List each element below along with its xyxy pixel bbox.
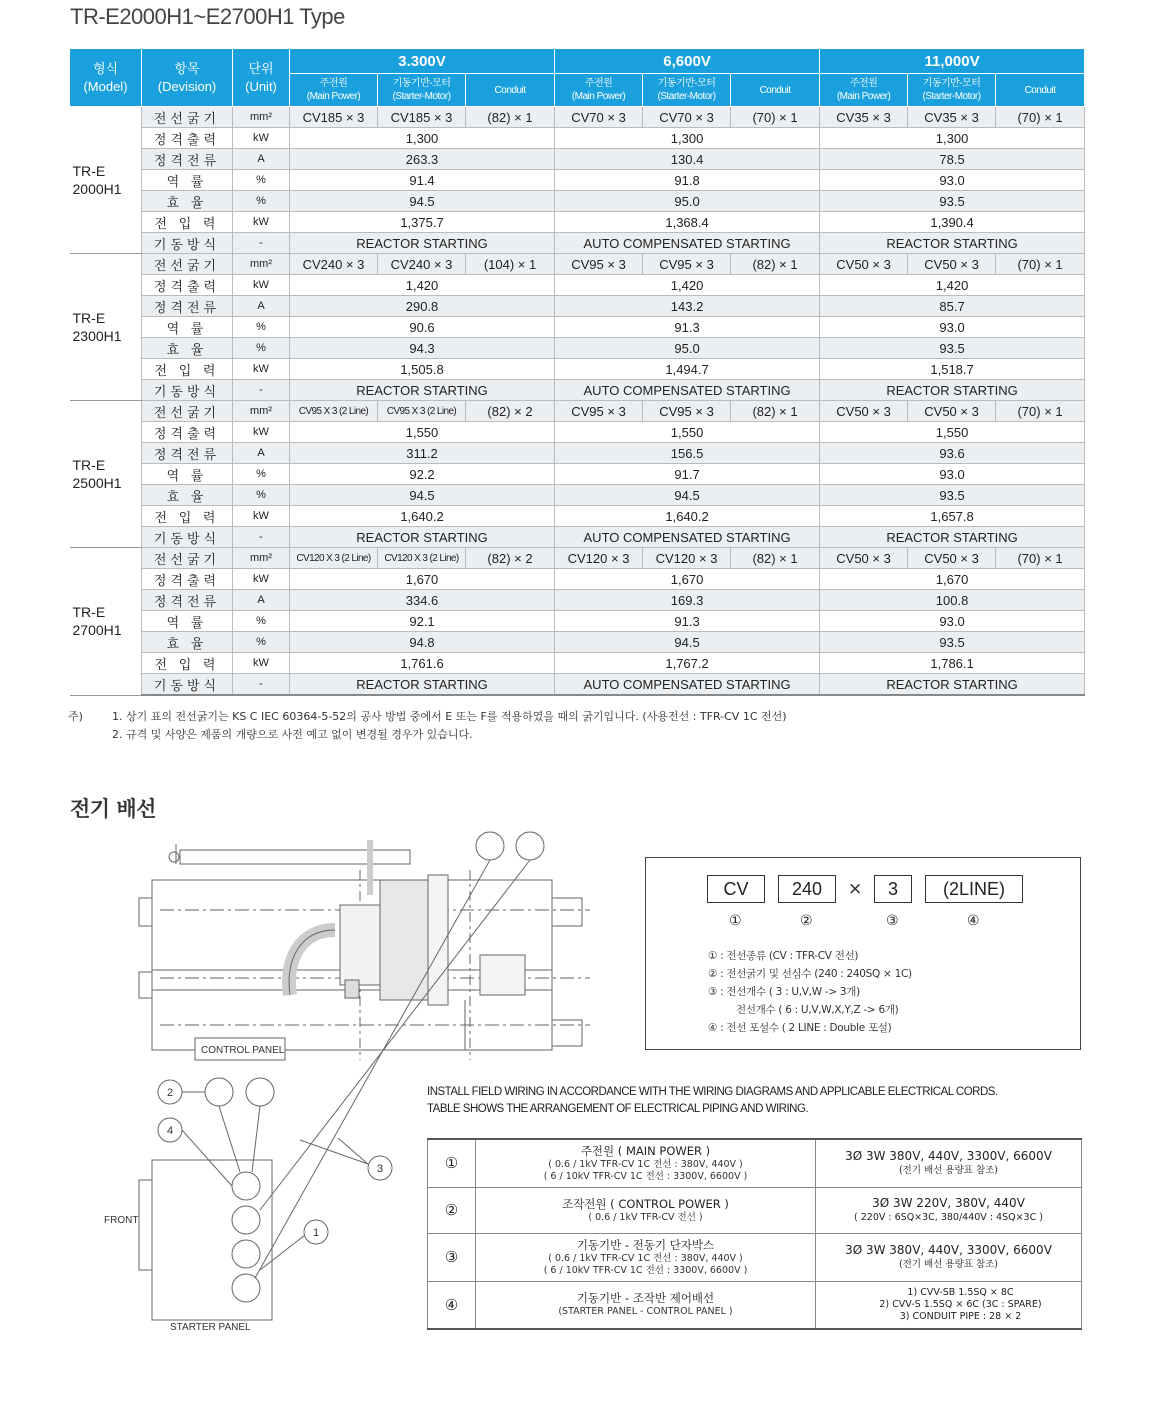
- item-label: 기동방식: [142, 233, 233, 254]
- item-label: 정격출력: [142, 128, 233, 149]
- callout-label: 3: [376, 1163, 384, 1175]
- table-row: [70, 107, 1085, 128]
- value-cell: 1,550: [555, 422, 820, 443]
- cable-cell: (104) × 1: [466, 254, 555, 275]
- table-row: [70, 422, 1085, 443]
- value-cell: 1,786.1: [820, 653, 1085, 674]
- value-cell: 95.0: [555, 191, 820, 212]
- unit-label: kW: [233, 212, 290, 233]
- value-cell: 94.8: [290, 632, 555, 653]
- item-label: 전선굵기: [142, 548, 233, 569]
- value-cell: 93.0: [820, 464, 1085, 485]
- install-line: TABLE SHOWS THE ARRANGEMENT OF ELECTRICAL PIPING AND WIRING.: [427, 1103, 809, 1115]
- table-row: [70, 674, 1085, 696]
- table-row: [70, 296, 1085, 317]
- legend-num: ④: [967, 913, 980, 929]
- wiring-row-title: 기동기반 - 전동기 단자박스: [576, 1237, 715, 1252]
- table-row: [70, 359, 1085, 380]
- install-note: [427, 1084, 998, 1118]
- cable-cell: (82) × 1: [466, 107, 555, 128]
- table-row: [70, 569, 1085, 590]
- unit-label: kW: [233, 506, 290, 527]
- value-cell: 91.3: [555, 317, 820, 338]
- legend-line: ③ : 전선개수 ( 3 : U,V,W -> 3개): [708, 986, 860, 998]
- table-row: [70, 443, 1085, 464]
- cable-cell: (70) × 1: [996, 548, 1085, 569]
- header-sub: 주전원 (Main Power): [820, 74, 908, 107]
- wiring-row-sub: ( 0.6 / 1kV TFR-CV 1C 전선 : 380V, 440V ): [548, 1252, 743, 1264]
- value-cell: 95.0: [555, 338, 820, 359]
- unit-label: mm²: [233, 107, 290, 128]
- cable-cell: (70) × 1: [731, 107, 820, 128]
- value-cell: 1,767.2: [555, 653, 820, 674]
- terminal-box: [480, 955, 525, 995]
- cable-cell: CV95 X 3 (2 Line): [290, 401, 378, 422]
- cable-cell: CV70 × 3: [643, 107, 731, 128]
- wiring-row-no: ④: [428, 1281, 476, 1329]
- callout-circle: [246, 1078, 274, 1106]
- item-label: 효 율: [142, 338, 233, 359]
- value-cell: 156.5: [555, 443, 820, 464]
- callout-label: 2: [166, 1087, 174, 1099]
- legend-box-type: CV: [707, 875, 765, 903]
- callout-circle: [205, 1078, 233, 1106]
- legend-line: ① : 전선종류 (CV : TFR-CV 전선): [708, 950, 859, 962]
- value-cell: 93.5: [820, 338, 1085, 359]
- value-cell: 1,300: [555, 128, 820, 149]
- value-cell: 1,640.2: [555, 506, 820, 527]
- value-cell: 311.2: [290, 443, 555, 464]
- legend-num: ①: [729, 913, 742, 929]
- value-cell: 1,550: [290, 422, 555, 443]
- unit-label: mm²: [233, 254, 290, 275]
- legend-num: ②: [800, 913, 813, 929]
- spec-table: [69, 48, 1085, 696]
- value-cell: 1,494.7: [555, 359, 820, 380]
- cable-cell: CV50 × 3: [908, 254, 996, 275]
- unit-label: kW: [233, 275, 290, 296]
- item-label: 전선굵기: [142, 401, 233, 422]
- item-label: 전 입 력: [142, 212, 233, 233]
- value-cell: 93.0: [820, 317, 1085, 338]
- unit-label: kW: [233, 359, 290, 380]
- value-cell: 93.5: [820, 485, 1085, 506]
- table-row: [70, 254, 1085, 275]
- control-panel-label: CONTROL PANEL: [201, 1045, 285, 1056]
- header-conduit: Conduit: [466, 74, 555, 107]
- value-cell: 85.7: [820, 296, 1085, 317]
- value-cell: 334.6: [290, 590, 555, 611]
- unit-label: %: [233, 338, 290, 359]
- cable-cell: CV50 × 3: [908, 401, 996, 422]
- value-cell: 93.0: [820, 170, 1085, 191]
- unit-label: A: [233, 149, 290, 170]
- cable-cell: CV50 × 3: [820, 254, 908, 275]
- wiring-row-no: ②: [428, 1187, 476, 1233]
- unit-label: kW: [233, 569, 290, 590]
- item-label: 정격전류: [142, 443, 233, 464]
- table-row: [70, 191, 1085, 212]
- table-row: [70, 485, 1085, 506]
- model-name: TR-E 2500H1: [70, 401, 142, 548]
- value-cell: 1,368.4: [555, 212, 820, 233]
- value-cell: 130.4: [555, 149, 820, 170]
- value-cell: 93.5: [820, 191, 1085, 212]
- wiring-row-title: 기동기반 - 조작반 제어배선: [576, 1291, 715, 1306]
- value-cell: 1,300: [820, 128, 1085, 149]
- item-label: 정격전류: [142, 590, 233, 611]
- item-label: 효 율: [142, 485, 233, 506]
- unit-label: %: [233, 191, 290, 212]
- header-sub: 주전원 (Main Power): [290, 74, 378, 107]
- header-sub: 기동기반-모터 (Starter-Motor): [908, 74, 996, 107]
- value-cell: AUTO COMPENSATED STARTING: [555, 674, 820, 696]
- value-cell: 1,390.4: [820, 212, 1085, 233]
- value-cell: 1,670: [290, 569, 555, 590]
- wiring-row: [428, 1233, 1082, 1281]
- legend-box-size: 240: [778, 875, 836, 903]
- value-cell: 169.3: [555, 590, 820, 611]
- value-cell: REACTOR STARTING: [290, 233, 555, 254]
- model-name: TR-E 2000H1: [70, 107, 142, 254]
- value-cell: REACTOR STARTING: [820, 527, 1085, 548]
- unit-label: kW: [233, 422, 290, 443]
- unit-label: mm²: [233, 548, 290, 569]
- item-label: 정격출력: [142, 422, 233, 443]
- item-label: 전 입 력: [142, 653, 233, 674]
- wiring-row-sub: (STARTER PANEL - CONTROL PANEL ): [558, 1306, 733, 1318]
- page-title: TR-E2000H1~E2700H1 Type: [70, 4, 345, 29]
- wiring-row-sub: ( 6 / 10kV TFR-CV 1C 전선 : 3300V, 6600V ): [543, 1264, 748, 1276]
- starter-panel-label: STARTER PANEL: [170, 1322, 251, 1333]
- value-cell: 78.5: [820, 149, 1085, 170]
- value-cell: REACTOR STARTING: [290, 674, 555, 696]
- wiring-list-item: 1) CVV-SB 1.5SQ × 8C: [907, 1286, 1014, 1298]
- wiring-row-spec-sub: (전기 배선 용량표 참조): [898, 1165, 999, 1177]
- unit-label: A: [233, 590, 290, 611]
- value-cell: 94.3: [290, 338, 555, 359]
- unit-label: kW: [233, 128, 290, 149]
- cable-cell: CV70 × 3: [555, 107, 643, 128]
- table-row: [70, 275, 1085, 296]
- legend-times: ×: [848, 879, 863, 899]
- value-cell: 1,657.8: [820, 506, 1085, 527]
- value-cell: 1,375.7: [290, 212, 555, 233]
- wiring-row-spec-sub: ( 220V : 6SQ×3C, 380/440V : 4SQ×3C ): [854, 1212, 1043, 1223]
- table-row: [70, 212, 1085, 233]
- wiring-row: [428, 1139, 1082, 1187]
- cable-cell: CV50 × 3: [820, 401, 908, 422]
- table-row: [70, 317, 1085, 338]
- unit-label: %: [233, 464, 290, 485]
- header-conduit: Conduit: [731, 74, 820, 107]
- cable-cell: CV95 × 3: [643, 401, 731, 422]
- cable-cell: (70) × 1: [996, 254, 1085, 275]
- item-label: 역 률: [142, 464, 233, 485]
- table-row: [70, 338, 1085, 359]
- item-label: 효 율: [142, 632, 233, 653]
- table-row: [70, 170, 1085, 191]
- value-cell: AUTO COMPENSATED STARTING: [555, 527, 820, 548]
- value-cell: 143.2: [555, 296, 820, 317]
- wiring-row-sub: ( 6 / 10kV TFR-CV 1C 전선 : 3300V, 6600V ): [543, 1170, 748, 1182]
- item-label: 역 률: [142, 317, 233, 338]
- value-cell: 91.4: [290, 170, 555, 191]
- cable-cell: CV95 × 3: [555, 254, 643, 275]
- item-label: 기동방식: [142, 527, 233, 548]
- legend-box-count: 3: [874, 875, 912, 903]
- header-voltage: 6,600V: [555, 49, 820, 74]
- value-cell: 93.5: [820, 632, 1085, 653]
- legend-box-lines: (2LINE): [925, 875, 1023, 903]
- cable-cell: CV120 × 3: [643, 548, 731, 569]
- cable-cell: (82) × 1: [731, 401, 820, 422]
- item-label: 역 률: [142, 611, 233, 632]
- item-label: 전선굵기: [142, 107, 233, 128]
- wiring-row-title: 조작전원 ( CONTROL POWER ): [562, 1196, 729, 1211]
- wiring-row-spec: 3Ø 3W 380V, 440V, 3300V, 6600V: [845, 1149, 1052, 1164]
- unit-label: %: [233, 317, 290, 338]
- note-item: 2. 규격 및 사양은 제품의 개량으로 사전 예고 없이 변경될 경우가 있습니다.: [112, 728, 473, 741]
- value-cell: 92.2: [290, 464, 555, 485]
- wiring-row-spec: 3Ø 3W 220V, 380V, 440V: [872, 1196, 1025, 1210]
- cable-cell: CV120 X 3 (2 Line): [290, 548, 378, 569]
- cable-cell: (82) × 2: [466, 548, 555, 569]
- value-cell: 94.5: [290, 191, 555, 212]
- value-cell: 94.5: [555, 632, 820, 653]
- note-item: 1. 상기 표의 전선굵기는 KS C IEC 60364-5-52의 공사 방법 중에서 E 또는 F를 적용하였을 때의 굵기입니다. (사용전선 : TFR-CV 1C 전선): [112, 710, 787, 723]
- starter-panel-box: [152, 1160, 272, 1320]
- value-cell: 90.6: [290, 317, 555, 338]
- legend-line: ④ : 전선 포설수 ( 2 LINE : Double 포설): [708, 1022, 892, 1034]
- value-cell: REACTOR STARTING: [820, 380, 1085, 401]
- value-cell: AUTO COMPENSATED STARTING: [555, 233, 820, 254]
- table-row: [70, 506, 1085, 527]
- cable-cell: CV50 × 3: [908, 548, 996, 569]
- table-row: [70, 548, 1085, 569]
- table-row: [70, 590, 1085, 611]
- legend-num: ③: [886, 913, 899, 929]
- header-unit: 단위 (Unit): [233, 49, 290, 107]
- table-row: [70, 653, 1085, 674]
- unit-label: -: [233, 380, 290, 401]
- header-sub: 기동기반-모터 (Starter-Motor): [378, 74, 466, 107]
- cable-cell: CV240 × 3: [290, 254, 378, 275]
- cable-cell: CV120 X 3 (2 Line): [378, 548, 466, 569]
- value-cell: 1,300: [290, 128, 555, 149]
- cable-cell: CV95 X 3 (2 Line): [378, 401, 466, 422]
- value-cell: 91.7: [555, 464, 820, 485]
- table-row: [70, 128, 1085, 149]
- cable-cell: CV50 × 3: [820, 548, 908, 569]
- unit-label: -: [233, 674, 290, 696]
- value-cell: 1,420: [820, 275, 1085, 296]
- wiring-row: [428, 1281, 1082, 1329]
- cable-cell: CV35 × 3: [908, 107, 996, 128]
- unit-label: -: [233, 527, 290, 548]
- cable-cell: (70) × 1: [996, 401, 1085, 422]
- unit-label: -: [233, 233, 290, 254]
- table-row: [70, 233, 1085, 254]
- cable-cell: CV240 × 3: [378, 254, 466, 275]
- cable-cell: CV185 × 3: [290, 107, 378, 128]
- unit-label: mm²: [233, 401, 290, 422]
- header-sub: 주전원 (Main Power): [555, 74, 643, 107]
- callout-circle: [516, 832, 544, 860]
- unit-label: A: [233, 296, 290, 317]
- item-label: 전 입 력: [142, 506, 233, 527]
- value-cell: 1,550: [820, 422, 1085, 443]
- value-cell: 1,640.2: [290, 506, 555, 527]
- value-cell: 290.8: [290, 296, 555, 317]
- value-cell: REACTOR STARTING: [290, 380, 555, 401]
- model-name: TR-E 2300H1: [70, 254, 142, 401]
- item-label: 역 률: [142, 170, 233, 191]
- notes-label: 주): [68, 710, 83, 723]
- wiring-row-spec-sub: (전기 배선 용량표 참조): [898, 1259, 999, 1270]
- cable-cell: (82) × 1: [731, 254, 820, 275]
- value-cell: 100.8: [820, 590, 1085, 611]
- item-label: 전 입 력: [142, 359, 233, 380]
- table-row: [70, 527, 1085, 548]
- item-label: 기동방식: [142, 380, 233, 401]
- item-label: 정격전류: [142, 149, 233, 170]
- header-sub: 기동기반-모터 (Starter-Motor): [643, 74, 731, 107]
- cable-cell: CV35 × 3: [820, 107, 908, 128]
- unit-label: %: [233, 611, 290, 632]
- table-row: [70, 401, 1085, 422]
- wiring-row-spec: 3Ø 3W 380V, 440V, 3300V, 6600V: [845, 1243, 1052, 1257]
- cable-cell: CV95 × 3: [643, 254, 731, 275]
- header-item: 항목 (Devision): [142, 49, 233, 107]
- wiring-row-no: ①: [428, 1139, 476, 1187]
- cable-cell: (82) × 2: [466, 401, 555, 422]
- wiring-row: [428, 1187, 1082, 1233]
- value-cell: REACTOR STARTING: [290, 527, 555, 548]
- table-row: [70, 611, 1085, 632]
- model-name: TR-E 2700H1: [70, 548, 142, 696]
- table-row: [70, 380, 1085, 401]
- value-cell: AUTO COMPENSATED STARTING: [555, 380, 820, 401]
- value-cell: REACTOR STARTING: [820, 674, 1085, 696]
- wiring-table: [427, 1138, 1082, 1330]
- table-row: [70, 632, 1085, 653]
- unit-label: %: [233, 485, 290, 506]
- unit-label: A: [233, 443, 290, 464]
- value-cell: 1,518.7: [820, 359, 1085, 380]
- cable-cell: (70) × 1: [996, 107, 1085, 128]
- wiring-row-sub: ( 0.6 / 1kV TFR-CV 1C 전선 : 380V, 440V ): [548, 1158, 743, 1170]
- cable-cell: CV95 × 3: [555, 401, 643, 422]
- value-cell: 1,420: [290, 275, 555, 296]
- value-cell: 1,670: [555, 569, 820, 590]
- wiring-list-item: 3) CONDUIT PIPE : 28 × 2: [899, 1310, 1022, 1322]
- unit-label: %: [233, 632, 290, 653]
- unit-label: %: [233, 170, 290, 191]
- legend-line: 전선개수 ( 6 : U,V,W,X,Y,Z -> 6개): [736, 1004, 899, 1016]
- table-row: [70, 149, 1085, 170]
- value-cell: REACTOR STARTING: [820, 233, 1085, 254]
- item-label: 효 율: [142, 191, 233, 212]
- item-label: 정격출력: [142, 569, 233, 590]
- header-voltage: 11,000V: [820, 49, 1085, 74]
- install-line: INSTALL FIELD WIRING IN ACCORDANCE WITH THE WIRING DIAGRAMS AND APPLICABLE ELECTRICAL CORDS.: [427, 1086, 998, 1098]
- section-title: 전기 배선: [70, 797, 156, 821]
- header-conduit: Conduit: [996, 74, 1085, 107]
- item-label: 정격출력: [142, 275, 233, 296]
- value-cell: 94.5: [555, 485, 820, 506]
- callout-label: 1: [312, 1227, 320, 1239]
- wiring-list-item: 2) CVV-S 1.5SQ × 6C (3C : SPARE): [879, 1298, 1042, 1310]
- value-cell: 94.5: [290, 485, 555, 506]
- table-row: [70, 464, 1085, 485]
- callout-circle: [476, 832, 504, 860]
- legend-line: ② : 전선굵기 및 선심수 (240 : 240SQ × 1C): [708, 968, 912, 980]
- wiring-row-sub: ( 0.6 / 1kV TFR-CV 전선 ): [588, 1211, 703, 1223]
- value-cell: 1,670: [820, 569, 1085, 590]
- unit-label: kW: [233, 653, 290, 674]
- header-voltage: 3.300V: [290, 49, 555, 74]
- value-cell: 1,505.8: [290, 359, 555, 380]
- value-cell: 93.6: [820, 443, 1085, 464]
- header-model: 형식 (Model): [70, 49, 142, 107]
- value-cell: 263.3: [290, 149, 555, 170]
- cable-cell: CV185 × 3: [378, 107, 466, 128]
- item-label: 기동방식: [142, 674, 233, 696]
- value-cell: 91.8: [555, 170, 820, 191]
- value-cell: 92.1: [290, 611, 555, 632]
- value-cell: 93.0: [820, 611, 1085, 632]
- wiring-row-no: ③: [428, 1233, 476, 1281]
- callout-label: 4: [166, 1125, 174, 1137]
- cable-cell: (82) × 1: [731, 548, 820, 569]
- item-label: 정격전류: [142, 296, 233, 317]
- wiring-row-title: 주전원 ( MAIN POWER ): [580, 1143, 711, 1158]
- value-cell: 1,420: [555, 275, 820, 296]
- value-cell: 91.3: [555, 611, 820, 632]
- item-label: 전선굵기: [142, 254, 233, 275]
- value-cell: 1,761.6: [290, 653, 555, 674]
- cable-cell: CV120 × 3: [555, 548, 643, 569]
- front-label: FRONT: [104, 1215, 139, 1226]
